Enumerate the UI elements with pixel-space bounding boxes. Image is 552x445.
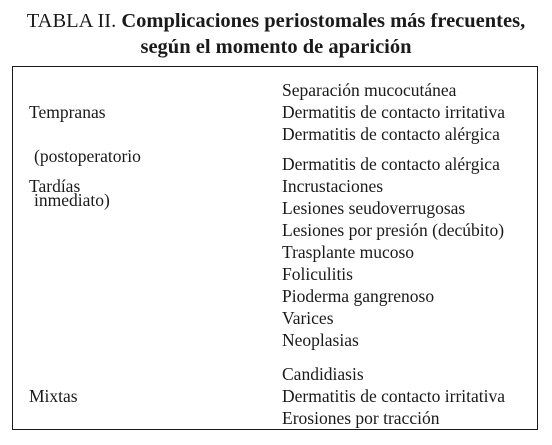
table-title: Complicaciones periostomales más frecuentes, — [121, 10, 526, 32]
list-item: Lesiones seudoverrugosas — [282, 198, 466, 218]
list-item: Dermatitis de contacto alérgica — [282, 154, 500, 174]
list-item: Dermatitis de contacto alérgica — [282, 124, 500, 144]
category-cell — [29, 363, 269, 429]
list-item: Erosiones por tracción — [282, 408, 440, 428]
category-label: Tardías — [29, 176, 81, 196]
table-label: TABLA II. — [26, 10, 117, 32]
list-item: Separación mucocutánea — [282, 80, 457, 100]
category-note: (postoperatorio — [34, 146, 141, 166]
list-item: Trasplante mucoso — [282, 242, 415, 262]
category-note: inmediato) — [34, 190, 110, 210]
list-item: Varices — [282, 308, 334, 328]
list-item: Pioderma gangrenoso — [282, 286, 435, 306]
list-item: Dermatitis de contacto irritativa — [282, 102, 506, 122]
list-item: Candidiasis — [282, 364, 364, 384]
caption-line-1 — [0, 8, 552, 34]
category-label: Mixtas — [29, 386, 78, 406]
list-item: Dermatitis de contacto irritativa — [282, 386, 506, 406]
list-item: Neoplasias — [282, 330, 359, 350]
items-list — [282, 153, 532, 351]
table-caption — [0, 8, 552, 60]
items-list — [282, 79, 532, 145]
caption-line-2: según el momento de aparición — [140, 36, 412, 58]
list-item: Incrustaciones — [282, 176, 384, 196]
list-item: Lesiones por presión (decúbito) — [282, 220, 505, 240]
items-list — [282, 363, 532, 429]
category-cell — [29, 153, 269, 219]
category-label: Tempranas — [29, 102, 106, 122]
complications-table — [12, 66, 538, 430]
list-item: Foliculitis — [282, 264, 353, 284]
